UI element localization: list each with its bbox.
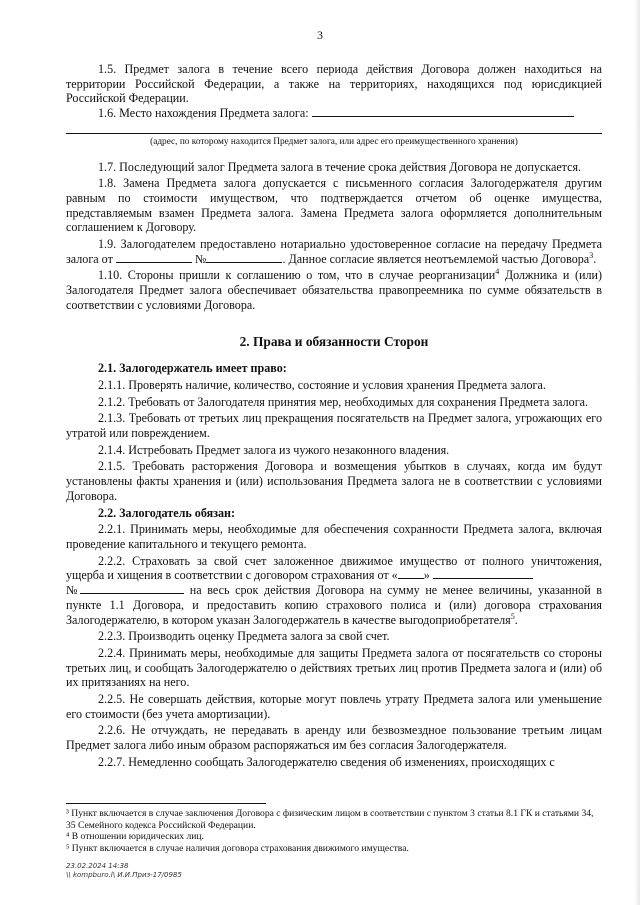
consent-date-blank <box>116 252 192 263</box>
address-hint: (адрес, по которому находится Предмет залога, или адрес его преимущественного хранения) <box>150 136 518 147</box>
clause-2-1-2: 2.1.2. Требовать от Залогодателя принятия мер, необходимых для сохранения Предмета залога. <box>98 394 589 409</box>
clause-1-9-text-a: 1.9. Залогодателем предоставлено нотариально удостоверенное согласие на передачу Предмета залога от <box>66 237 602 266</box>
clause-2-1-3: 2.1.3. Требовать от третьих лиц прекращения посягательств на Предмет залога, угрожающих его утратой или повреждением. <box>66 411 602 441</box>
clause-1-6 <box>66 106 602 121</box>
clause-2-2-7: 2.2.7. Немедленно сообщать Залогодержателю сведения об изменениях, происходящих с <box>98 754 555 769</box>
footnote-ref-3: 3 <box>589 250 594 260</box>
clause-2-1-1: 2.1.1. Проверять наличие, количество, состояние и условия хранения Предмета залога. <box>98 377 546 392</box>
footnote-divider <box>66 803 266 804</box>
insurance-number-blank <box>80 583 184 594</box>
address-blank <box>312 106 574 117</box>
stamp-id: \\ kompburo.l\ И.И.Приз-17/0985 <box>66 871 182 879</box>
clause-1-6-text: 1.6. Место нахождения Предмета залога: <box>98 106 309 121</box>
clause-1-10 <box>66 268 602 312</box>
footnote-3: ³ Пункт включается в случае заключения Договора с физическим лицом в соответствии с пунктом 3 статьи 8.1 ГК и статьями 34, 35 Семейного кодекса Российской Федерации. <box>66 808 594 831</box>
clause-1-5: 1.5. Предмет залога в течение всего периода действия Договора должен находиться на территории Российской Федерации, а также на территориях, находящихся под юрисдикцией Российской Федерации. <box>66 62 602 106</box>
clause-2-2: 2.2. Залогодатель обязан: <box>98 505 236 520</box>
clause-2-2-2-number-sign: № <box>66 583 81 598</box>
clause-2-2-6: 2.2.6. Не отчуждать, не передавать в аренду или безвозмездное пользование третьим лицам Предмет залога либо иным образом распоряжаться им без согласия Залогодержателя. <box>66 723 602 753</box>
footnote-5: ⁵ Пункт включается в случае наличия договора страхования движимого имущества. <box>66 842 409 854</box>
footnote-ref-5: 5 <box>510 611 515 621</box>
clause-2-1-4: 2.1.4. Истребовать Предмет залога из чужого незаконного владения. <box>98 442 450 457</box>
consent-number-blank <box>206 252 282 263</box>
clause-1-8: 1.8. Замена Предмета залога допускается с письменного согласия Залогодержателя другим равным по стоимости имуществом, что подтверждается отчетом об оценке имущества, представляемым взамен Предмета залога. Замена Предмета залога оформляется дополнительным соглашением к Договору. <box>66 176 602 235</box>
clause-1-9 <box>66 237 602 266</box>
clause-2-2-3: 2.2.3. Производить оценку Предмета залога за свой счет. <box>98 629 390 644</box>
clause-1-10-text-a: 1.10. Стороны пришли к соглашению о том, что в случае реорганизации <box>98 268 496 283</box>
clause-2-1: 2.1. Залогодержатель имеет право: <box>98 361 287 376</box>
clause-1-9-number-sign: № <box>194 251 207 266</box>
footnote-ref-4: 4 <box>495 267 500 277</box>
print-stamp <box>66 862 182 880</box>
scan-edge-shadow <box>634 0 640 905</box>
clause-2-2-1: 2.2.1. Принимать меры, необходимые для обеспечения сохранности Предмета залога, включая проведение капитального и текущего ремонта. <box>66 522 602 551</box>
insurance-month-blank <box>433 568 533 579</box>
clause-2-2-4: 2.2.4. Принимать меры, необходимые для защиты Предмета залога от посягательств со стороны третьих лиц, и сообщать Залогодержателю о действиях третьих лиц против Предмета залога и (или) об их притязаниях на него. <box>66 645 602 690</box>
address-blank-line-2 <box>66 123 602 134</box>
clause-2-2-2 <box>66 554 602 628</box>
footnote-4: ⁴ В отношении юридических лиц. <box>66 831 204 843</box>
clause-1-9-end: . <box>593 251 597 266</box>
section-2-title: 2. Права и обязанности Сторон <box>239 333 429 349</box>
page-number: 3 <box>317 28 323 42</box>
document-body <box>66 62 602 772</box>
stamp-date: 23.02.2024 14:38 <box>66 862 129 870</box>
clause-1-10-text-b: Должника и (или) Залогодателя Предмет залога обеспечивает обязательства правопреемника по сумме обязательств в соответствии с условиями Договора. <box>66 268 602 312</box>
clause-2-2-2-end: . <box>514 612 518 627</box>
footnotes <box>66 808 602 854</box>
clause-2-2-2-quote-close: » <box>423 568 430 583</box>
clause-2-1-5: 2.1.5. Требовать расторжения Договора и возмещения убытков в случаях, когда им будут установлены факты хранения и (или) использования Предмета залога не в соответствии с условиями Договора. <box>66 459 602 503</box>
insurance-day-blank <box>398 568 424 579</box>
clause-1-9-text-c: . Данное согласие является неотъемлемой частью Договора <box>282 251 590 266</box>
clause-1-7: 1.7. Последующий залог Предмета залога в течение срока действия Договора не допускается. <box>98 159 582 174</box>
clause-2-2-2-text-a: 2.2.2. Страховать за свой счет заложенное движимое имущество от полного уничтожения, ущерба и хищения в соответствии с договором страхования от « <box>66 553 602 583</box>
clause-2-2-2-text-d: на весь срок действия Договора на сумму не менее величины, указанной в пункте 1.1 Договора, и предоставить копию страхового полиса и (или) договора страхования Залогодержателю, в котором указан Залогодержатель в качестве выгодоприобретателя <box>66 583 603 627</box>
clause-2-2-5: 2.2.5. Не совершать действия, которые могут повлечь утрату Предмета залога или уменьшение его стоимости (без учета амортизации). <box>66 692 602 721</box>
